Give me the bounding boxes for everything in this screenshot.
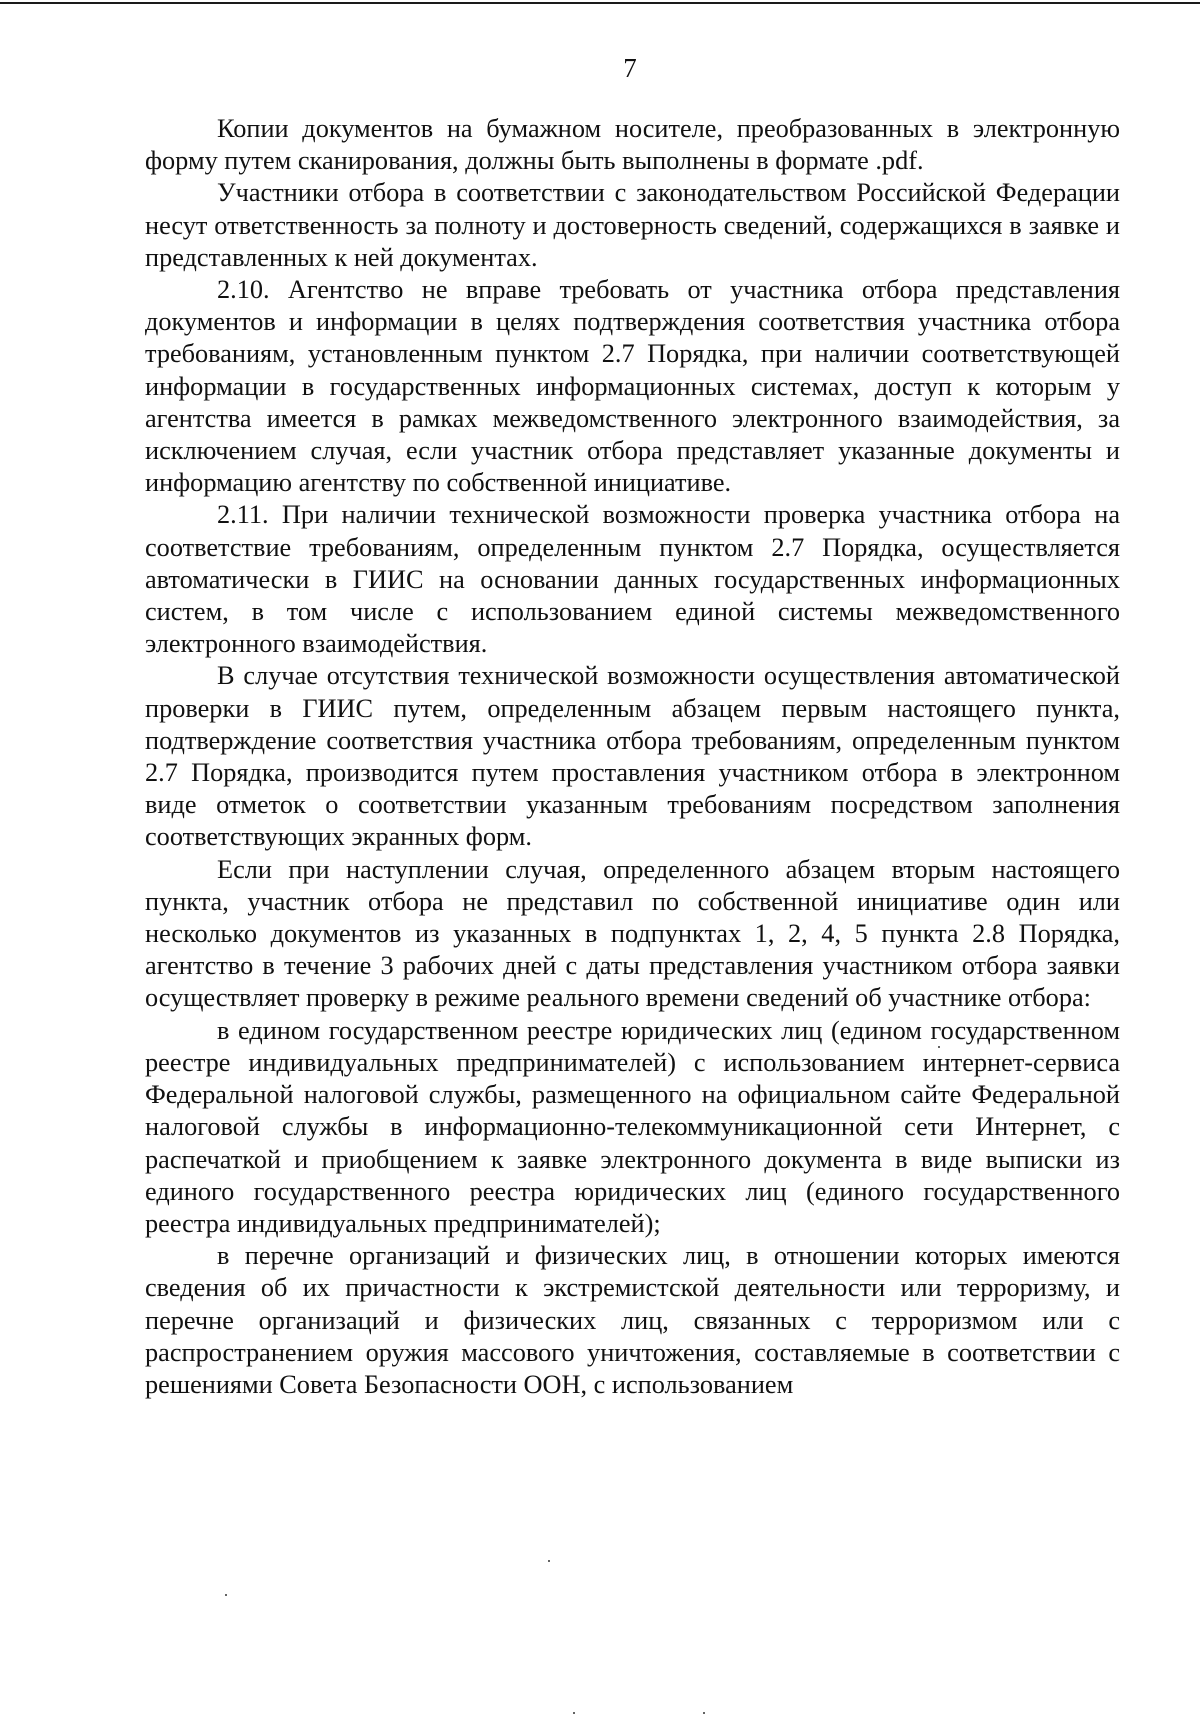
paragraph-participant-responsibility: Участники отбора в соответствии с законодательством Российской Федерации несут ответственность за полноту и достоверность сведений, содержащихся в заявке и представленных к ней документах. xyxy=(145,178,1120,272)
scan-speck xyxy=(548,1560,550,1562)
paragraph-no-technical-possibility: В случае отсутствия технической возможности осуществления автоматической проверки в ГИИС путем, определенным абзацем первым настоящего пункта, подтверждение соответствия участника отбора требованиям, определенным пунктом 2.7 Порядка, производится путем проставления участником отбора в электронном виде отметок о соответствии указанным требованиям посредством заполнения соответствующих экранных форм. xyxy=(145,661,1120,852)
paragraph-2-11: 2.11. При наличии технической возможности проверка участника отбора на соответствие требованиям, определенным пунктом 2.7 Порядка, осуществляется автоматически в ГИИС на основании данных государственных информационных систем, в том числе с использованием единой системы межведомственного электронного взаимодействия. xyxy=(145,500,1120,659)
paragraph-state-register: в едином государственном реестре юридических лиц (едином государственном реестре индивидуальных предпринимателей) с использованием интернет-сервиса Федеральной налоговой службы, размещенного на официальном сайте Федеральной налоговой службы в информационно-телекоммуникационной сети Интернет, с распечаткой и приобщением к заявке электронного документа в виде выписки из единого государственного реестра юридических лиц (единого государственного реестра индивидуальных предпринимателей); xyxy=(145,1015,1120,1238)
paragraph-pdf-copies: Копии документов на бумажном носителе, преобразованных в электронную форму путем сканирования, должны быть выполнены в формате .pdf. xyxy=(145,114,1120,176)
paragraph-2-10: 2.10. Агентство не вправе требовать от участника отбора представления документов и информации в целях подтверждения соответствия участника отбора требованиям, установленным пунктом 2.7 Порядка, при наличии соответствующей информации в государственных информационных системах, доступ к которым у агентства имеется в рамках межведомственного электронного взаимодействия, за исключением случая, если участник отбора представляет указанные документы и информацию агентству по собственной инициативе. xyxy=(145,275,1120,498)
scan-speck xyxy=(938,1046,940,1048)
scan-speck xyxy=(225,1594,227,1596)
paragraph-verification-procedure: Если при наступлении случая, определенного абзацем вторым настоящего пункта, участник отбора не представил по собственной инициативе один или несколько документов из указанных в подпунктах 1, 2, 4, 5 пункта 2.8 Порядка, агентство в течение 3 рабочих дней с даты представления участником отбора заявки осуществляет проверку в режиме реального времени сведений об участнике отбора: xyxy=(145,854,1120,1013)
document-body xyxy=(145,113,1120,1401)
scan-speck xyxy=(703,1712,705,1714)
scan-speck xyxy=(573,1712,575,1714)
paragraph-extremism-list: в перечне организаций и физических лиц, в отношении которых имеются сведения об их причастности к экстремистской деятельности или терроризму, и перечне организаций и физических лиц, связанных с терроризмом или с распространением оружия массового уничтожения, составляемые в соответствии с решениями Совета Безопасности ООН, с использованием xyxy=(145,1241,1120,1399)
scan-top-edge xyxy=(0,2,1200,4)
page-number: 7 xyxy=(623,53,637,83)
